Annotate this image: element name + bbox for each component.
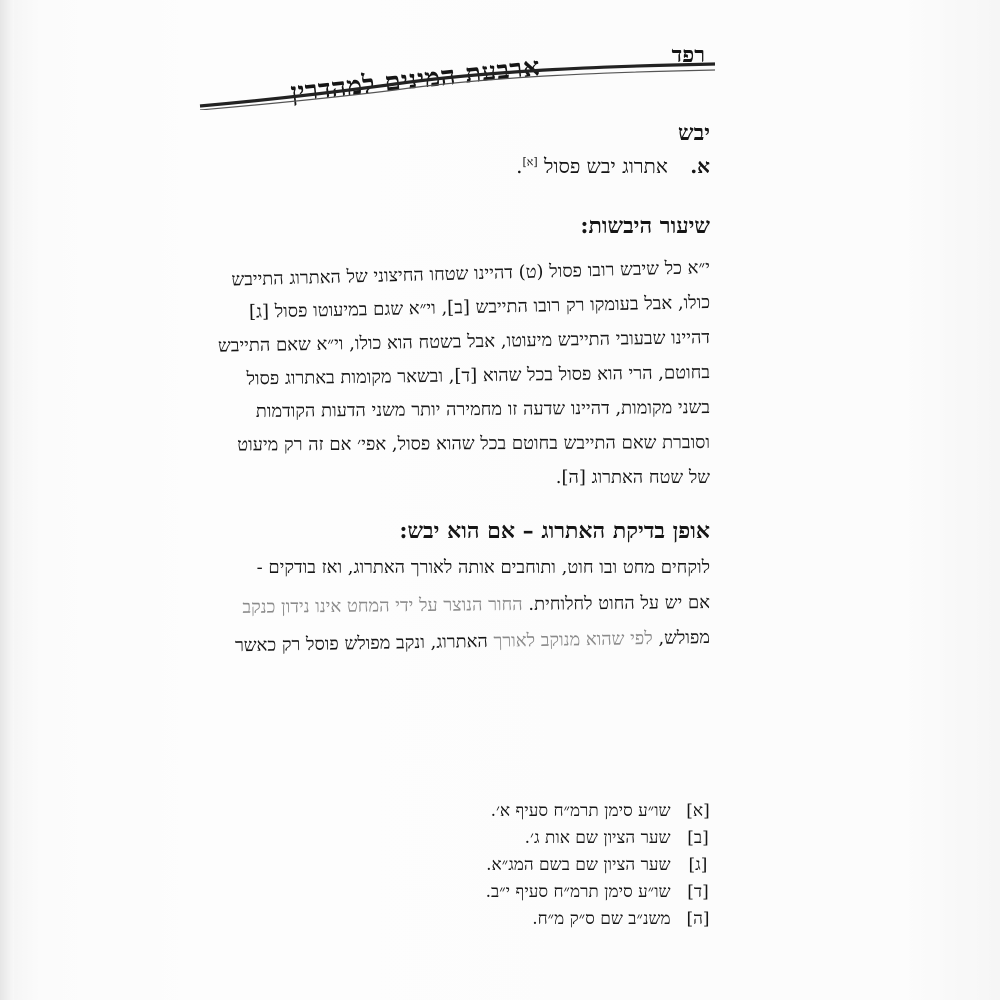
line-segment-faded: לפי שהוא מנוקב לאורך xyxy=(493,628,653,652)
footnotes-list xyxy=(420,798,710,933)
section-ofen xyxy=(210,518,710,544)
item-end: . xyxy=(516,154,523,178)
paragraph-line xyxy=(210,585,710,625)
item-text: אתרוג יבש פסול xyxy=(544,154,668,178)
paragraph-line: וסוברת שאם התייבש בחוטם בכל שהוא פסול, אפי׳ אם זה רק מיעוט xyxy=(237,432,711,456)
footnote-ref: [א] xyxy=(522,155,538,169)
header-decorative-rule xyxy=(195,40,715,110)
footnote-item xyxy=(420,825,710,852)
footnote-item xyxy=(420,852,710,879)
paragraph-line: כולו, אבל בעומקו רק רובו התייבש [ב], וי״א שגם במיעוטו פסול [ג] xyxy=(248,292,711,323)
footnote-text: שו״ע סימן תרמ״ח סעיף א׳. xyxy=(490,801,671,821)
paragraph-line: י״א כל שיבש רובו פסול (ט) דהיינו שטחו החיצוני של האתרוג התייבש xyxy=(231,257,711,291)
line-segment: אם יש על החוט לחלוחית. xyxy=(528,592,711,615)
page-number: רפד xyxy=(671,42,705,68)
paragraph-line: בחוטם, הרי הוא פסול בכל שהוא [ד], ובשאר מקומות באתרוג פסול xyxy=(246,362,711,390)
shiur-paragraph xyxy=(210,250,710,495)
page-edge-shadow xyxy=(0,0,14,1000)
section-shiur xyxy=(210,213,710,239)
paragraph-line: לוקחים מחט ובו חוט, ותוחבים אותה לאורך האתרוג, ואז בודקים - xyxy=(256,557,710,578)
footnote-item xyxy=(420,798,710,825)
footnote-text: שער הציון שם אות ג׳. xyxy=(524,828,671,848)
line-segment: האתרוג, ונקב מפולש פוסל רק כאשר xyxy=(234,630,488,657)
footnote-text: משנ״ב שם ס״ק מ״ח. xyxy=(532,909,671,929)
footnote-label: [ג] xyxy=(688,855,708,875)
item-a xyxy=(210,154,710,179)
section-heading-ofen: אופן בדיקת האתרוג – אם הוא יבש: xyxy=(399,518,710,544)
ofen-paragraph xyxy=(210,550,710,655)
running-header-title: ארבעת המינים למהדרין xyxy=(289,52,542,109)
footnote-label: [ב] xyxy=(687,828,709,848)
footnote-text: שער הציון שם בשם המג״א. xyxy=(486,855,671,875)
footnote-item xyxy=(420,879,710,906)
item-marker: א. xyxy=(690,154,710,178)
footnote-label: [ד] xyxy=(687,882,709,902)
footnote-label: [ה] xyxy=(686,909,710,929)
footnote-item xyxy=(420,906,710,933)
section-heading-shiur: שיעור היבשות: xyxy=(580,213,710,239)
paragraph-line: דהיינו שבעובי התייבש מיעוטו, אבל בשטח הוא כולו, וי״א שאם התייבש xyxy=(217,327,711,357)
paragraph-line: של שטח האתרוג [ה]. xyxy=(555,467,710,488)
paragraph-line xyxy=(210,620,711,664)
line-segment: מפולש, xyxy=(658,627,711,649)
footnote-text: שו״ע סימן תרמ״ח סעיף י״ב. xyxy=(485,882,671,902)
section-yavesh xyxy=(210,120,710,179)
section-heading-yavesh: יבש xyxy=(678,120,710,146)
line-segment-faded: החור הנוצר על ידי המחט אינו נידון כנקב xyxy=(242,593,523,618)
paragraph-line: בשני מקומות, דהיינו שדעה זו מחמירה יותר משני הדעות הקודמות xyxy=(255,397,711,422)
footnote-label: [א] xyxy=(686,801,710,821)
